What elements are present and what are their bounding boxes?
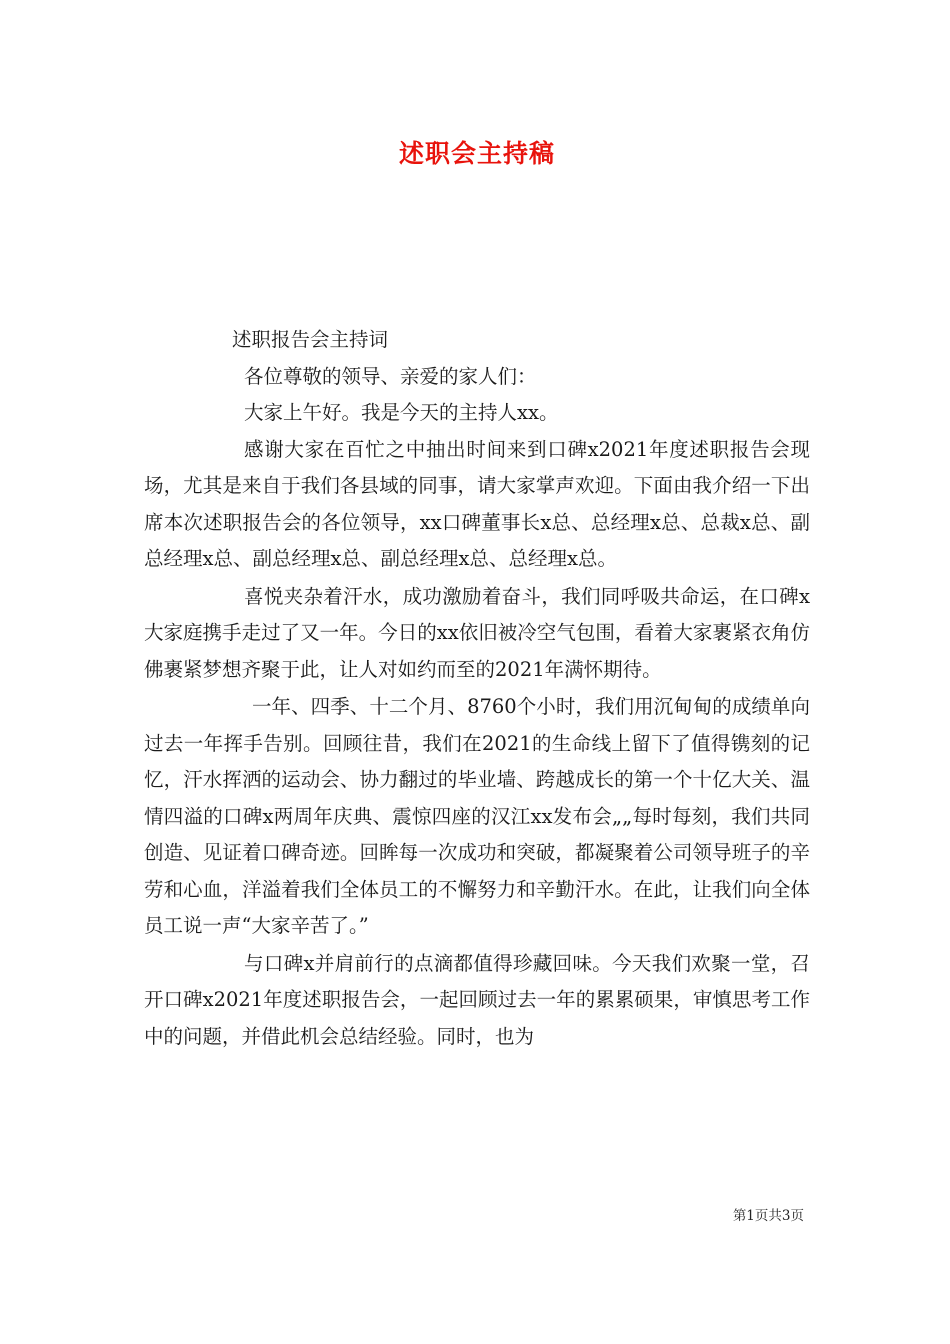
paragraph-review: 一年、四季、十二个月、8760个小时，我们用沉甸甸的成绩单向过去一年挥手告别。回顾往昔，我们在2021的生命线上留下了值得镌刻的记忆，汗水挥洒的运动会、协力翻过的毕业墙、跨越成长的第一个十亿大关、温情四溢的口碑x两周年庆典、震惊四座的汉江xx发布会„„每时每刻，我们共同创造、见证着口碑奇迹。回眸每一次成功和突破，都凝聚着公司领导班子的辛劳和心血，洋溢着我们全体员工的不懈努力和辛勤汗水。在此，让我们向全体员工说一声“大家辛苦了。” — [144, 695, 810, 937]
section-heading: 述职报告会主持词 — [232, 328, 389, 351]
paragraph-intro: 大家上午好。我是今天的主持人xx。 — [244, 401, 559, 424]
document-body — [144, 322, 810, 1055]
paragraph-gathering: 与口碑x并肩前行的点滴都值得珍藏回味。今天我们欢聚一堂，召开口碑x2021年度述职报告会，一起回顾过去一年的累累硕果，审慎思考工作中的问题，并借此机会总结经验。同时，也为 — [144, 951, 810, 1048]
document-title-text: 述职会主持稿 — [398, 139, 555, 168]
page-number: 第1页共3页 — [732, 1208, 804, 1224]
paragraph-thanks: 感谢大家在百忙之中抽出时间来到口碑x2021年度述职报告会现场，尤其是来自于我们各县域的同事，请大家掌声欢迎。下面由我介绍一下出席本次述职报告会的各位领导，xx口碑董事长x总、总经理x总、总裁x总、副总经理x总、副总经理x总、副总经理x总、总经理x总。 — [144, 437, 810, 570]
paragraph-greeting: 各位尊敬的领导、亲爱的家人们： — [244, 364, 537, 388]
document-title — [0, 134, 950, 170]
paragraph-joy: 喜悦夹杂着汗水，成功激励着奋斗，我们同呼吸共命运，在口碑x大家庭携手走过了又一年。今日的xx依旧被冷空气包围，看着大家裹紧衣角仿佛裹紧梦想齐聚于此，让人对如约而至的2021年满怀期待。 — [144, 584, 810, 681]
